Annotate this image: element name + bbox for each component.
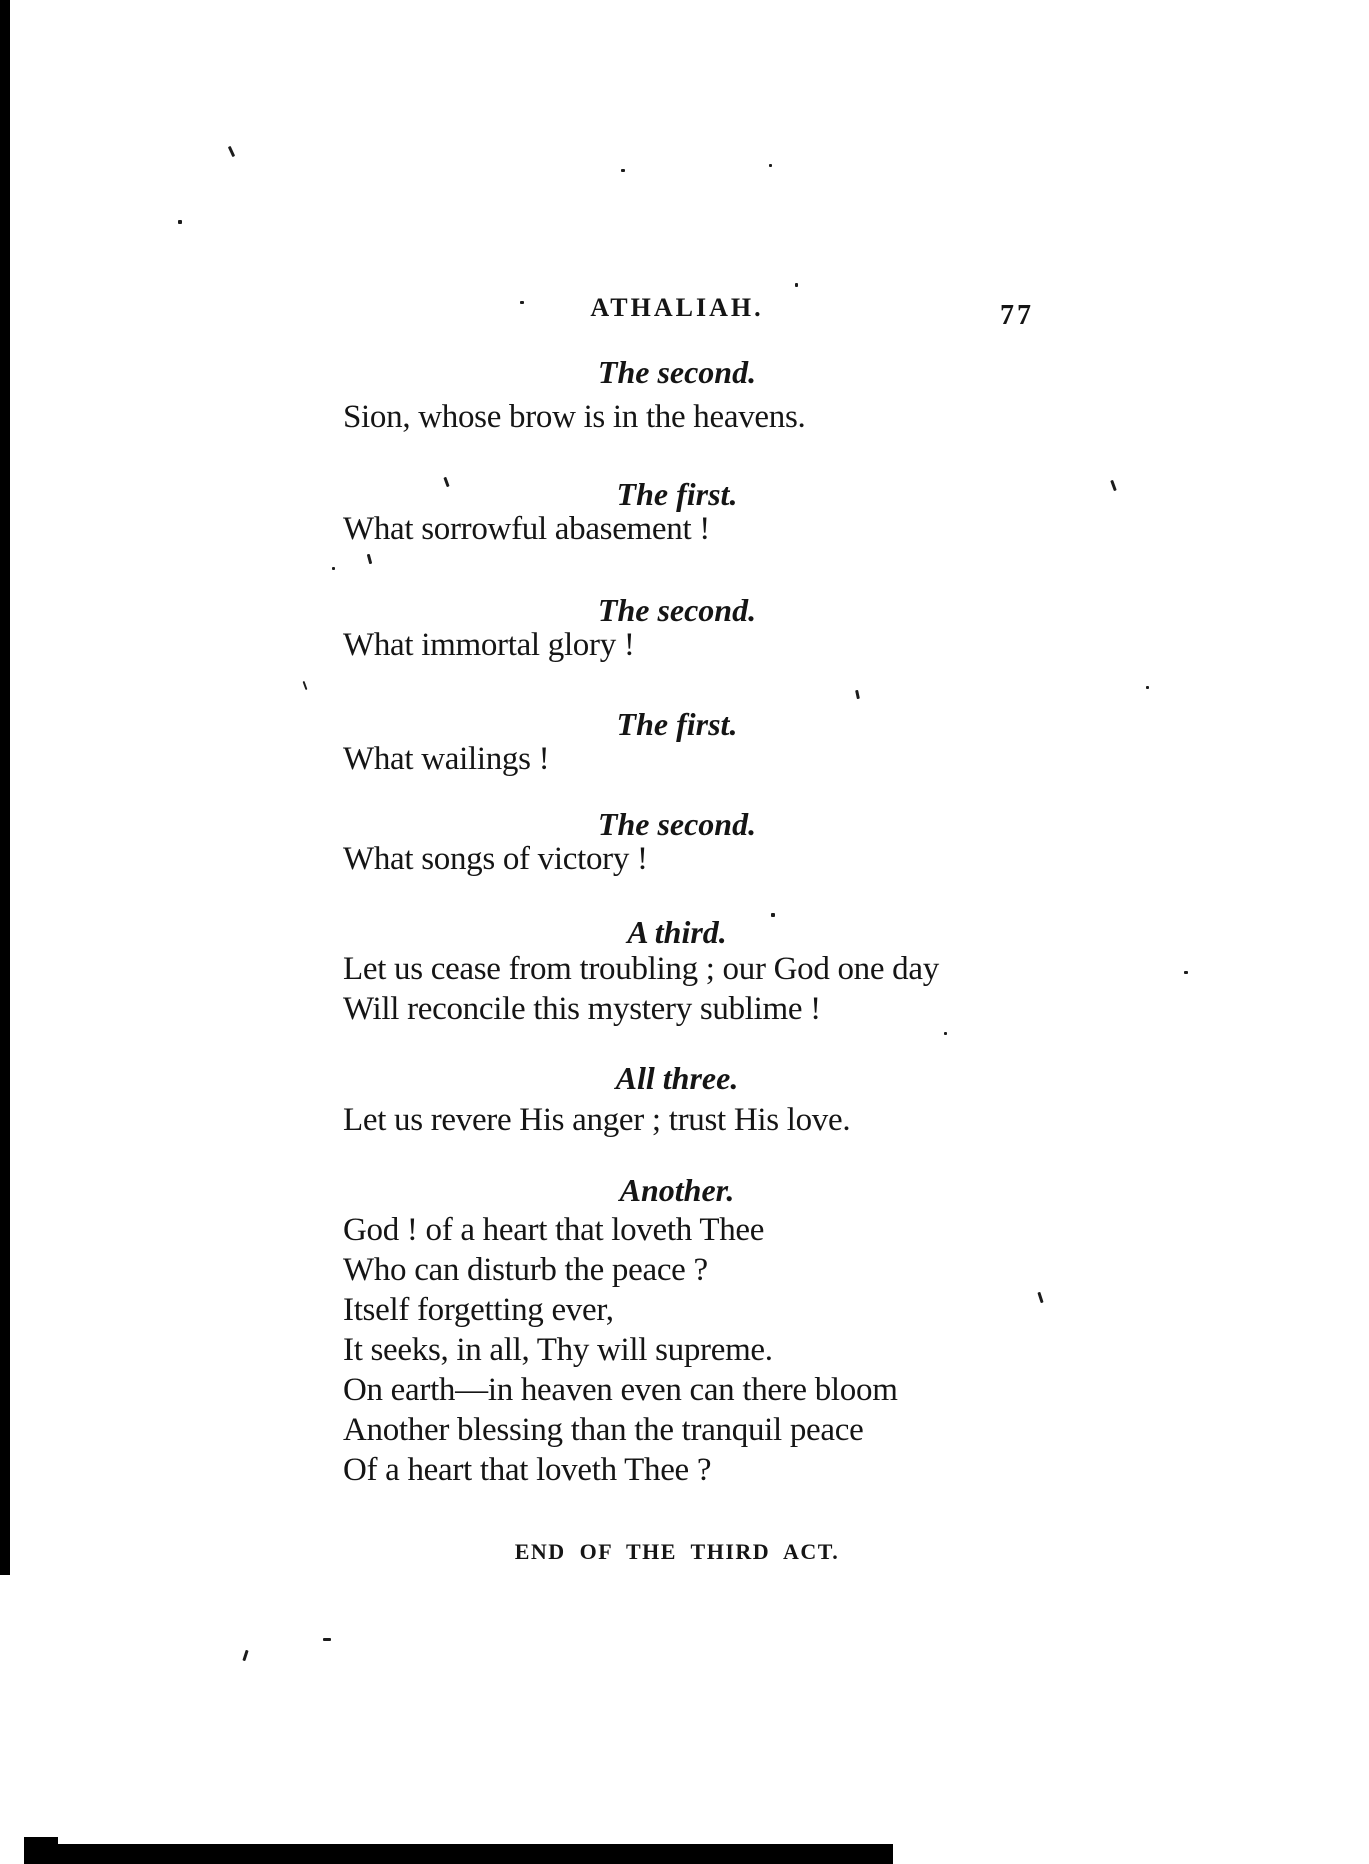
scan-speckle — [228, 146, 235, 157]
end-of-act-line: END OF THE THIRD ACT. — [514, 1539, 840, 1564]
scan-speckle — [769, 164, 772, 167]
verse-line: What sorrowful abasement ! — [343, 511, 710, 547]
verse-line: Will reconcile this mystery sublime ! — [343, 991, 821, 1027]
verse-line: Let us revere His anger ; trust His love. — [343, 1102, 851, 1138]
page-number: 77 — [1000, 300, 1034, 331]
scan-speckle — [621, 169, 625, 172]
scan-speckle — [1110, 480, 1117, 491]
speaker-heading: The second. — [597, 592, 757, 628]
scan-speckle — [944, 1032, 947, 1035]
speaker-heading: All three. — [615, 1060, 739, 1096]
scan-speckle — [367, 554, 372, 564]
scan-edge-bottom-bar-nub — [24, 1837, 58, 1845]
verse-line: Of a heart that loveth Thee ? — [343, 1452, 712, 1488]
scan-speckle — [303, 681, 308, 690]
verse-line: Who can disturb the peace ? — [343, 1252, 708, 1288]
scan-edge-left-bar — [0, 0, 10, 1575]
scan-speckle — [1146, 686, 1149, 689]
verse-line: Sion, whose brow is in the heavens. — [343, 399, 806, 435]
speaker-heading: The first. — [616, 706, 738, 742]
scan-speckle — [520, 301, 524, 304]
scan-speckle — [323, 1638, 331, 1641]
running-header-title: ATHALIAH. — [590, 293, 764, 322]
speaker-heading: Another. — [619, 1172, 735, 1208]
speaker-heading: The first. — [616, 476, 738, 512]
verse-line: On earth—in heaven even can there bloom — [343, 1372, 898, 1408]
verse-line: What immortal glory ! — [343, 627, 635, 663]
speaker-heading: The second. — [597, 354, 757, 390]
scan-speckle — [1184, 971, 1188, 974]
scan-speckle — [771, 913, 775, 917]
scan-edge-bottom-bar — [24, 1844, 893, 1864]
scan-speckle — [1037, 1292, 1043, 1303]
verse-line: Another blessing than the tranquil peace — [343, 1412, 864, 1448]
scan-speckle — [178, 220, 182, 224]
verse-line: What songs of victory ! — [343, 841, 648, 877]
verse-line: Itself forgetting ever, — [343, 1292, 614, 1328]
speaker-heading: The second. — [597, 806, 757, 842]
verse-line: God ! of a heart that loveth Thee — [343, 1212, 765, 1248]
scan-speckle — [332, 567, 335, 570]
scan-speckle — [795, 283, 798, 287]
verse-line: What wailings ! — [343, 741, 550, 777]
verse-line: Let us cease from troubling ; our God one day — [343, 951, 939, 987]
scan-speckle — [855, 690, 860, 699]
verse-line: It seeks, in all, Thy will supreme. — [343, 1332, 773, 1368]
scan-speckle — [242, 1650, 248, 1661]
speaker-heading: A third. — [627, 914, 727, 950]
